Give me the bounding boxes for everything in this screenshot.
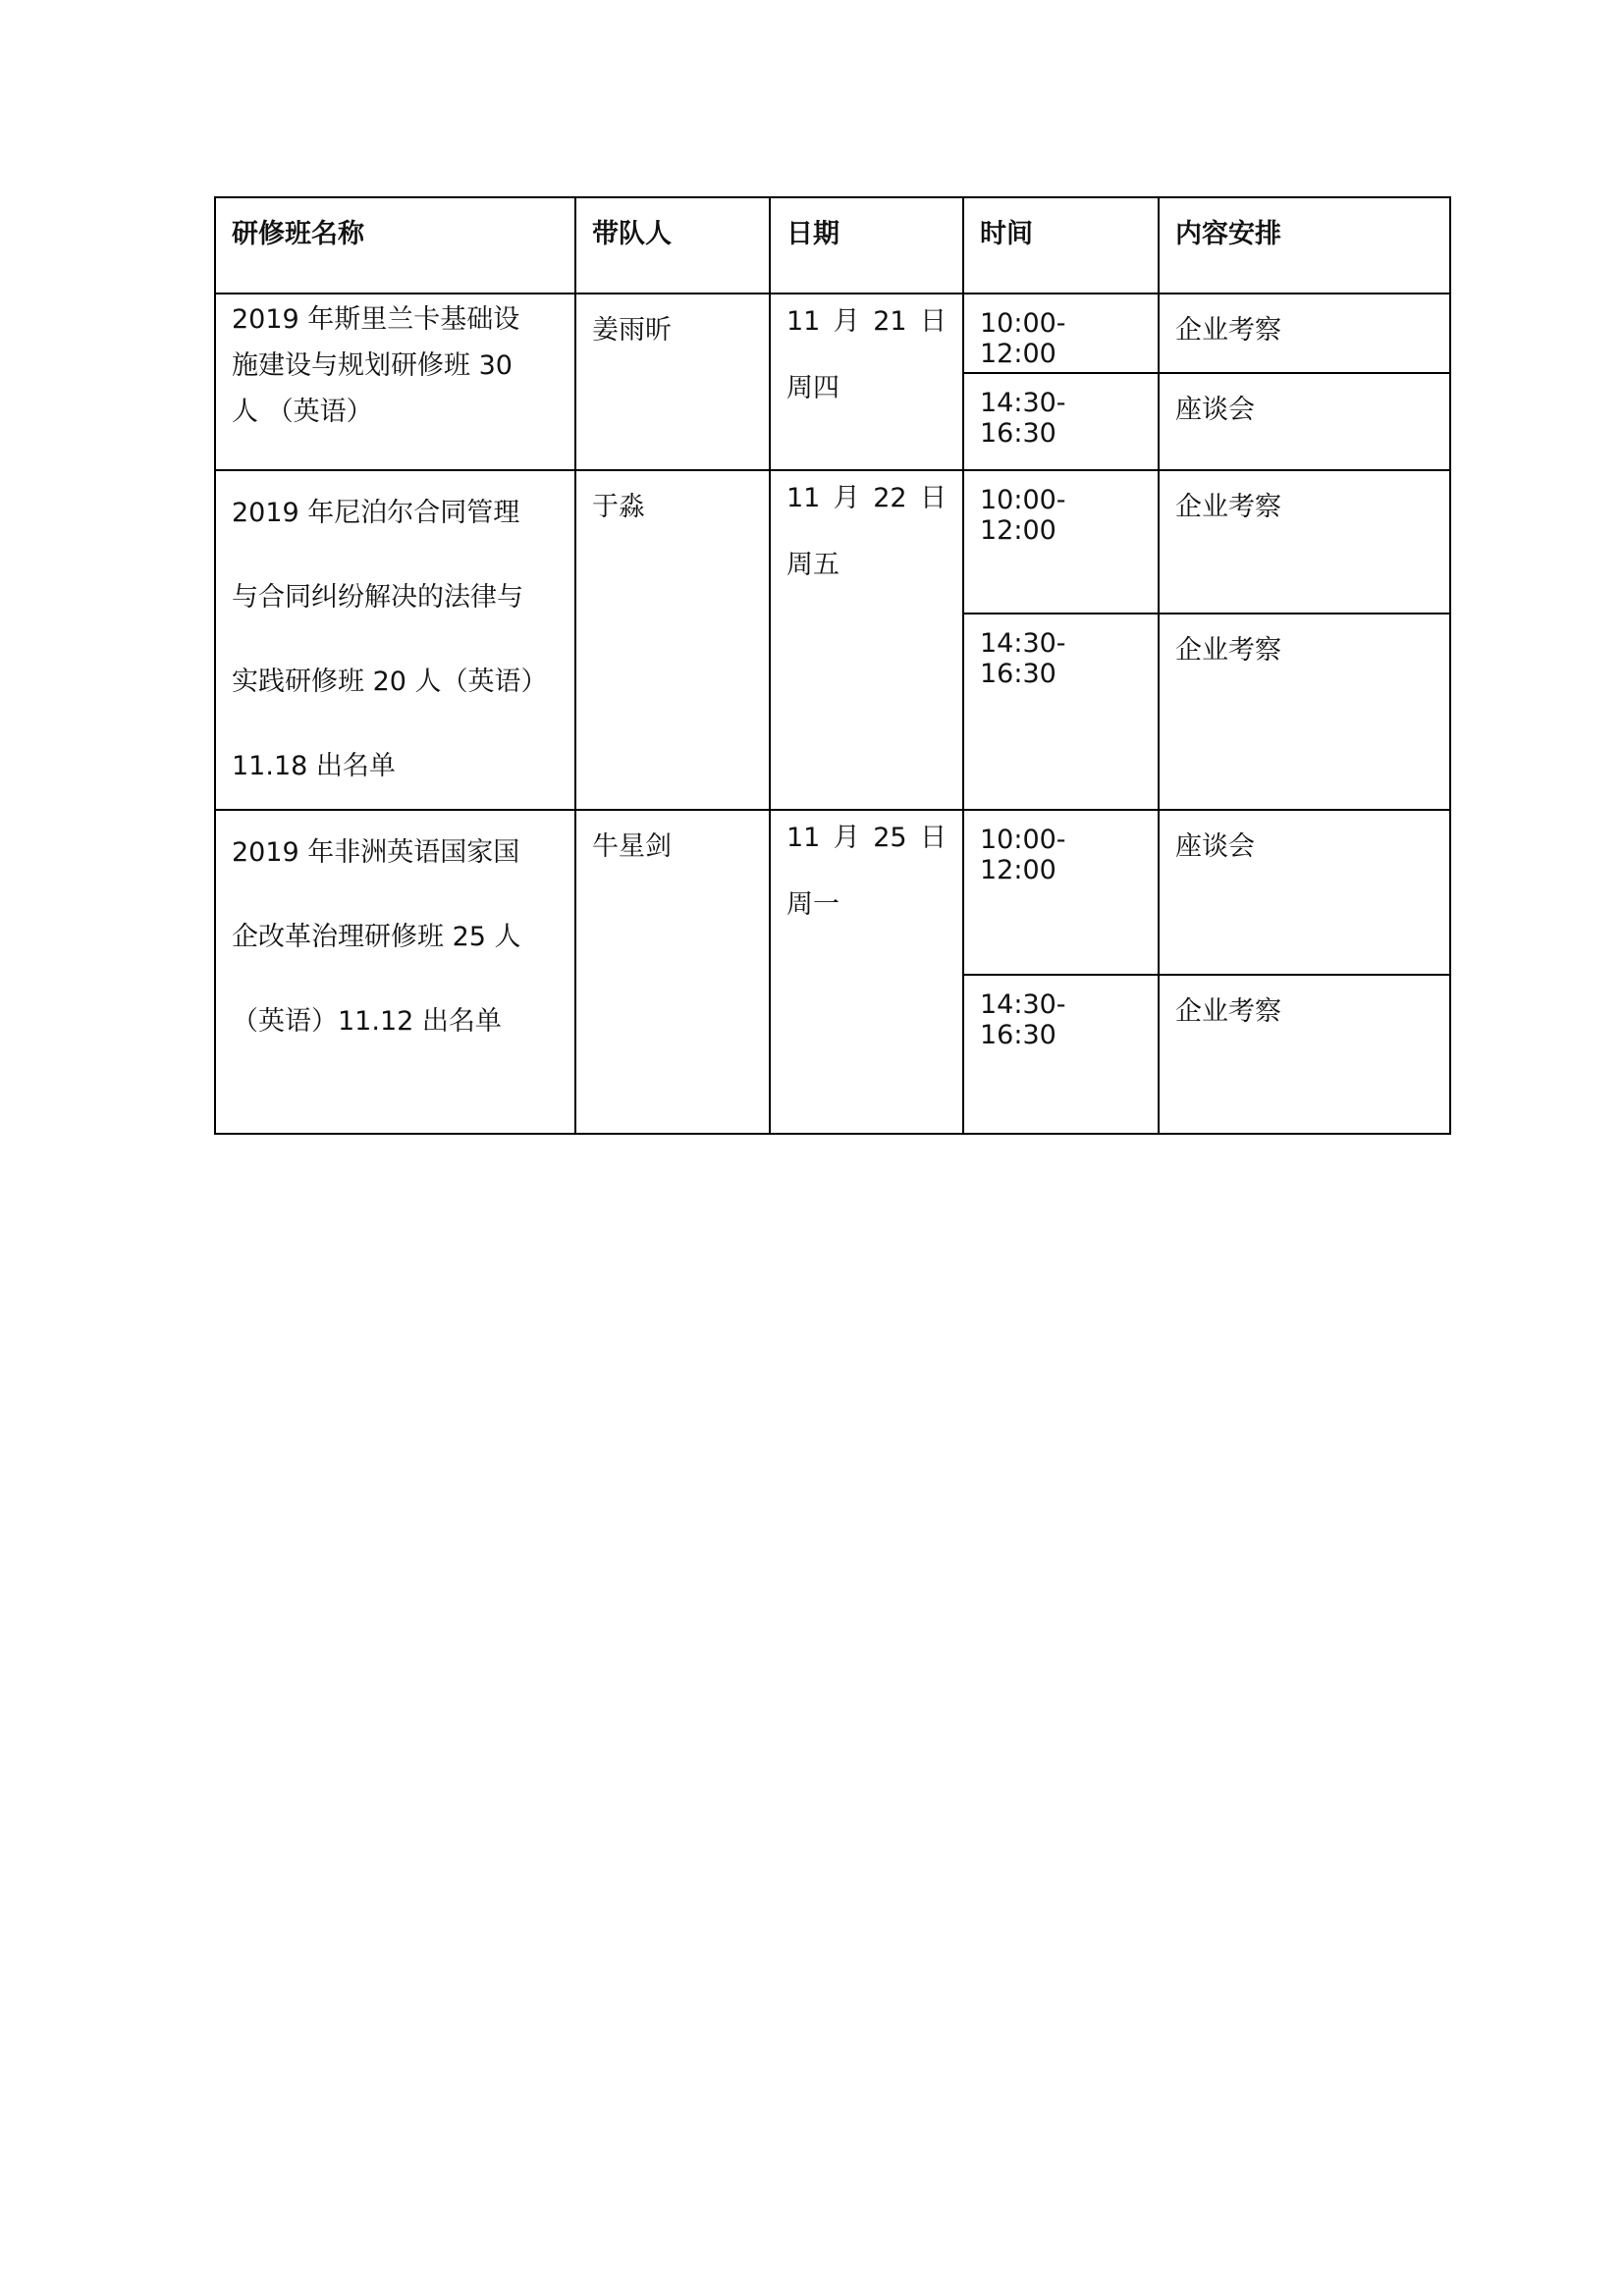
session-time: 10:00-12:00: [980, 485, 1066, 546]
leader-cell: [575, 294, 770, 470]
class-name-line: 与合同纠纷解决的法律与: [232, 582, 523, 613]
header-date: 日期: [770, 197, 963, 294]
date-cell: [770, 470, 963, 810]
leader-cell: [575, 810, 770, 1134]
date-day-number: 25: [873, 823, 907, 853]
content-cell: [1159, 810, 1450, 975]
class-name-line: 施建设与规划研修班 30: [232, 350, 513, 381]
date-day-unit: 日: [919, 483, 947, 513]
session-content: 企业考察: [1175, 996, 1281, 1027]
content-cell: [1159, 294, 1450, 373]
class-name-cell: [215, 470, 575, 810]
table-row: [215, 810, 1450, 975]
leader-name: 牛星剑: [592, 831, 672, 862]
class-name-line: 实践研修班 20 人（英语）: [232, 667, 548, 697]
content-cell: [1159, 975, 1450, 1134]
weekday: 周五: [786, 550, 839, 580]
class-name-line: 人 （英语）: [232, 397, 373, 427]
header-class-name: 研修班名称: [215, 197, 575, 294]
time-cell: [963, 810, 1159, 975]
time-cell: [963, 614, 1159, 810]
date-month-number: 11: [786, 823, 821, 853]
class-name-cell: [215, 810, 575, 1134]
class-name-line: （英语）11.12 出名单: [232, 1006, 502, 1037]
class-name-line: 企改革治理研修班 25 人: [232, 922, 521, 952]
session-content: 企业考察: [1175, 492, 1281, 522]
content-cell: [1159, 373, 1450, 470]
date-month-unit: 月: [833, 823, 860, 853]
weekday: 周一: [786, 889, 839, 920]
session-content: 座谈会: [1175, 395, 1255, 425]
date-month-unit: 月: [833, 306, 860, 337]
date-day-unit: 日: [919, 306, 947, 337]
session-time: 14:30-16:30: [980, 989, 1066, 1050]
table-row: [215, 294, 1450, 373]
date-line: [786, 825, 947, 852]
session-time: 14:30-16:30: [980, 388, 1066, 449]
header-leader: 带队人: [575, 197, 770, 294]
class-name-line: 2019 年斯里兰卡基础设: [232, 304, 520, 335]
date-month-number: 11: [786, 306, 821, 337]
leader-name: 于淼: [592, 492, 645, 522]
session-content: 座谈会: [1175, 831, 1255, 862]
date-day-number: 22: [873, 483, 907, 513]
weekday: 周四: [786, 373, 839, 403]
header-content: 内容安排: [1159, 197, 1450, 294]
session-content: 企业考察: [1175, 635, 1281, 667]
time-cell: [963, 975, 1159, 1134]
session-content: 企业考察: [1175, 315, 1281, 346]
date-month-number: 11: [786, 483, 821, 513]
date-cell: [770, 810, 963, 1134]
date-month-unit: 月: [833, 483, 860, 513]
date-line: [786, 485, 947, 512]
date-line: [786, 308, 947, 336]
header-time: 时间: [963, 197, 1159, 294]
content-cell: [1159, 470, 1450, 614]
session-time: 14:30-16:30: [980, 628, 1066, 690]
date-day-number: 21: [873, 306, 907, 337]
date-day-unit: 日: [919, 823, 947, 853]
date-cell: [770, 294, 963, 470]
schedule-table: [214, 196, 1451, 1135]
time-cell: [963, 470, 1159, 614]
class-name-cell: [215, 294, 575, 470]
content-cell: [1159, 614, 1450, 810]
leader-name: 姜雨昕: [592, 315, 672, 346]
header-row: [215, 197, 1450, 294]
class-name-line: 2019 年尼泊尔合同管理: [232, 498, 520, 528]
class-name-line: 11.18 出名单: [232, 751, 396, 781]
leader-cell: [575, 470, 770, 810]
time-cell: [963, 373, 1159, 470]
time-cell: [963, 294, 1159, 373]
class-name-line: 2019 年非洲英语国家国: [232, 837, 520, 868]
table-row: [215, 470, 1450, 614]
session-time: 10:00-12:00: [980, 825, 1066, 885]
session-time: 10:00-12:00: [980, 308, 1066, 369]
